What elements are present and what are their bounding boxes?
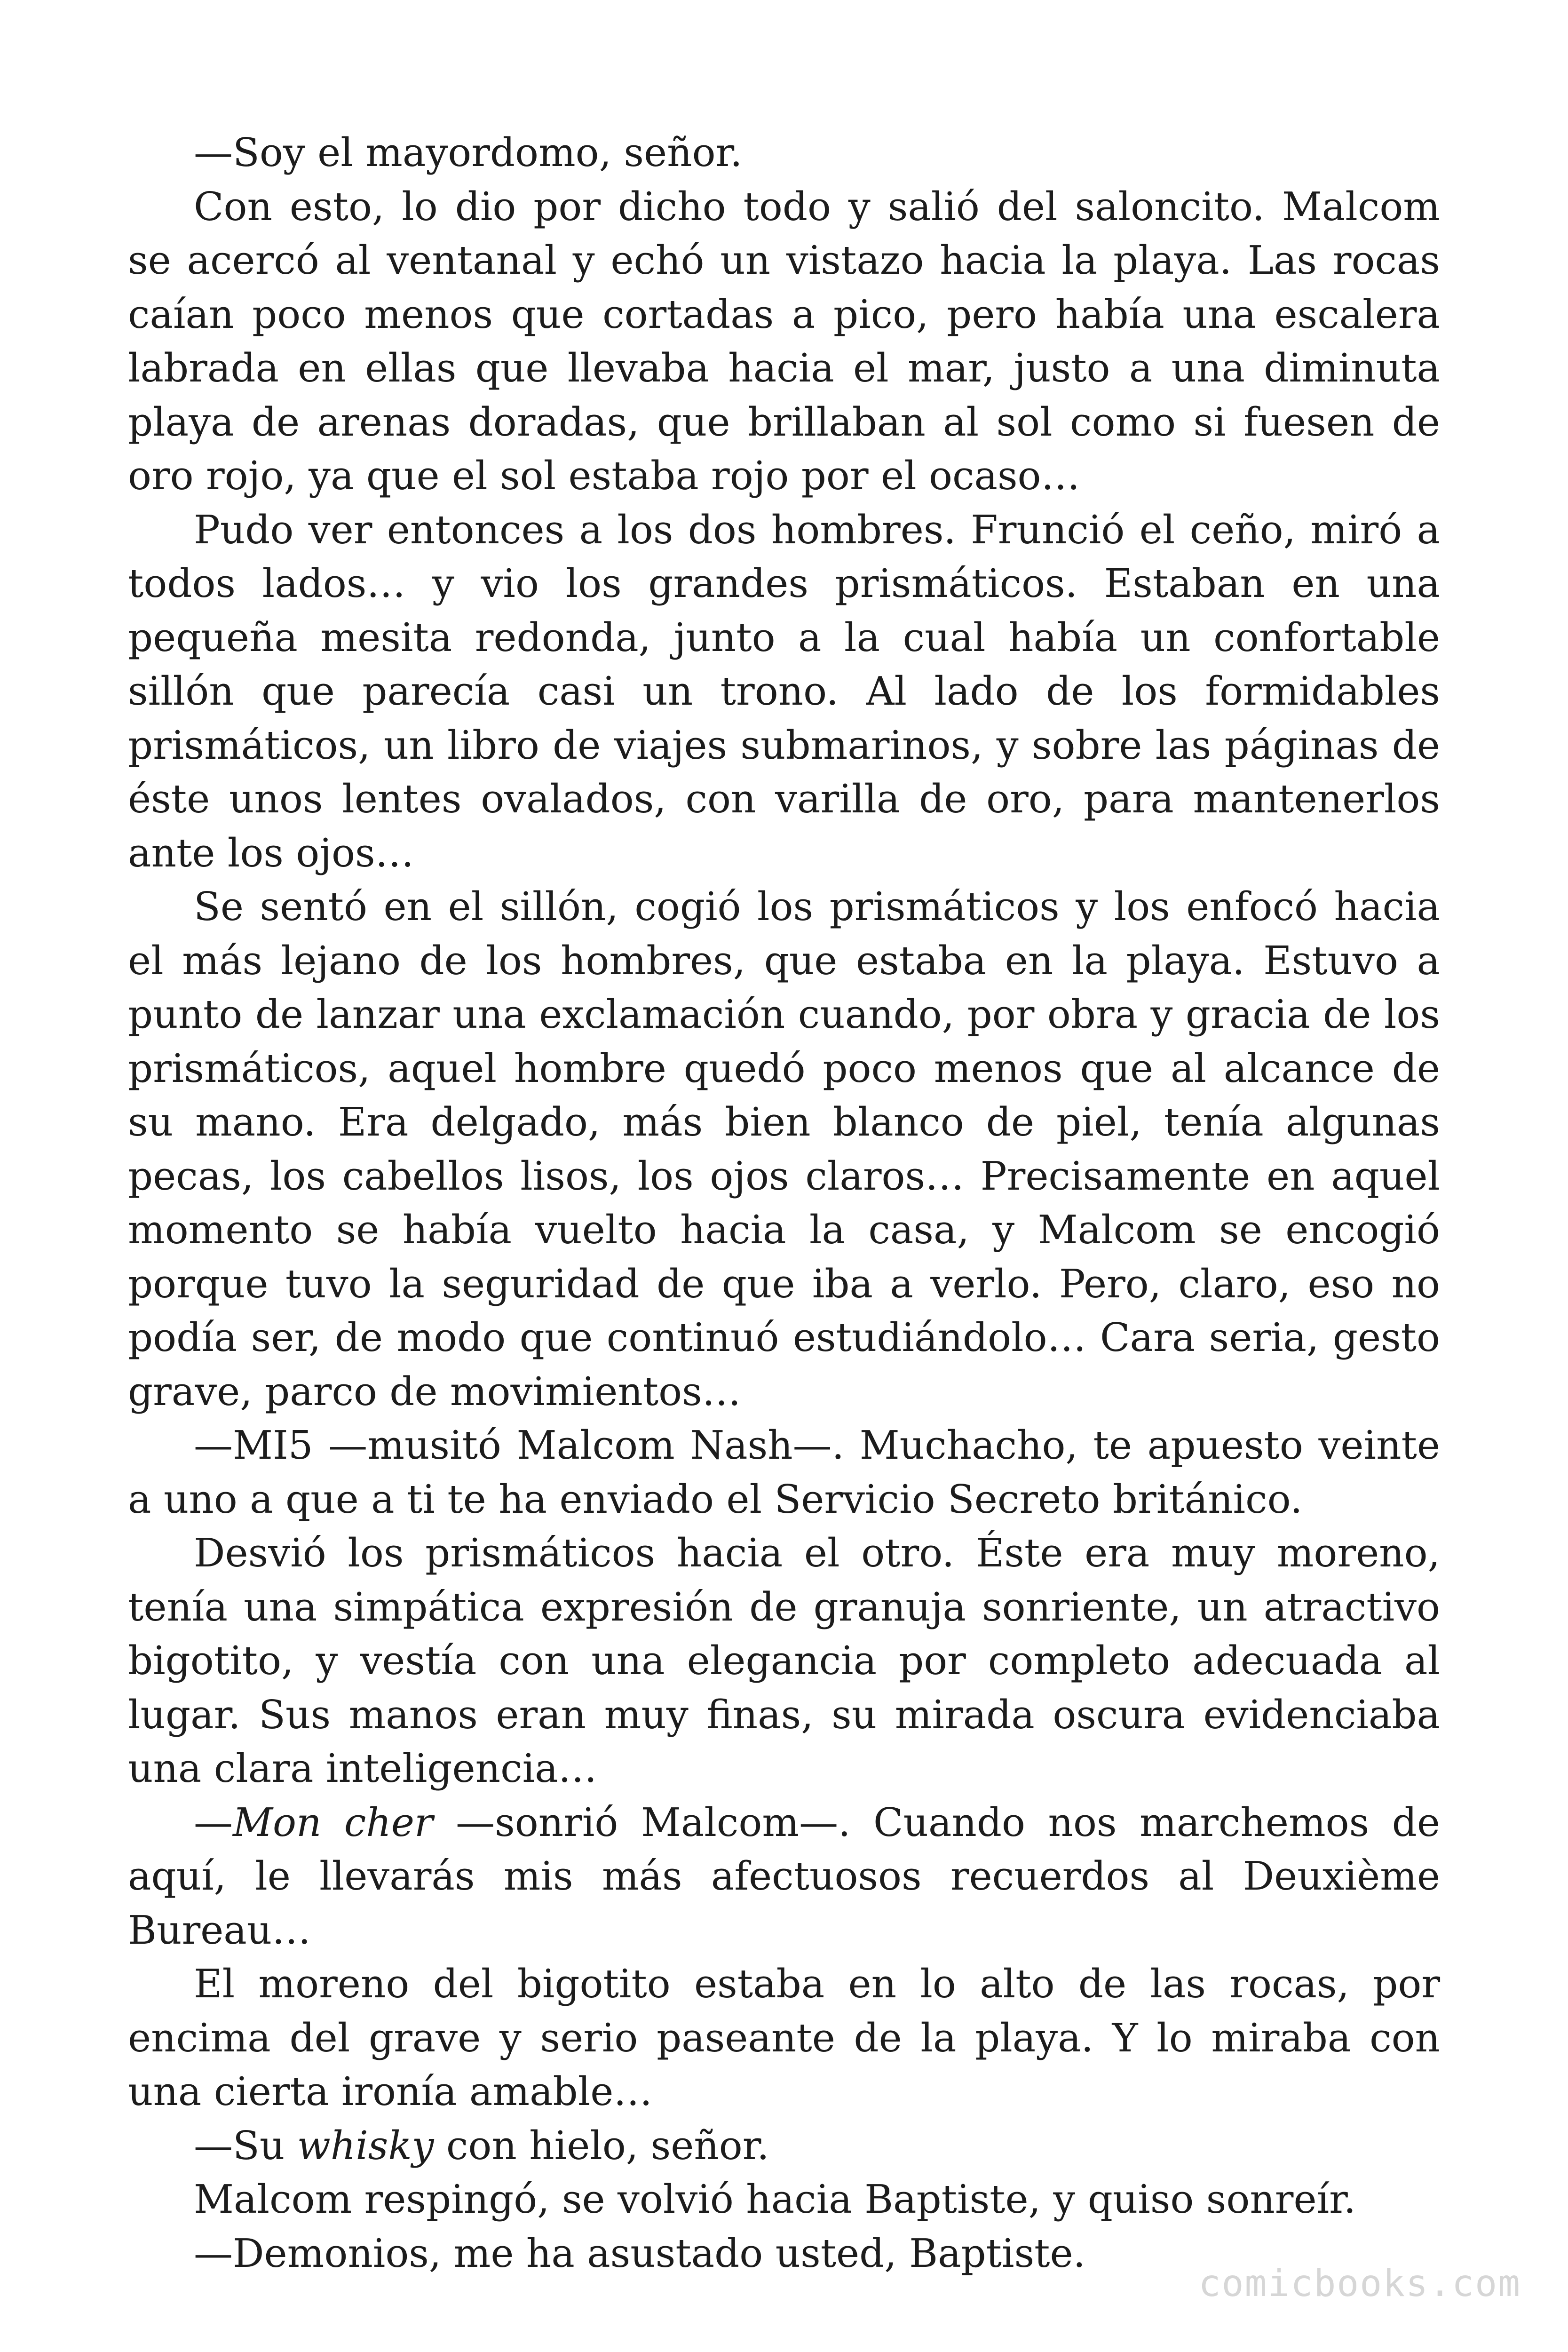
italic-text: whisky — [297, 2122, 434, 2169]
paragraph — [128, 1796, 1440, 1958]
paragraph — [128, 1526, 1440, 1796]
paragraph — [128, 1957, 1440, 2119]
text-run: Pudo ver entonces a los dos hombres. Frunció el ceño, miró a todos lados… y vio los grandes prismáticos. Estaban en una pequeña mesita redonda, junto a la cual había un confortable sillón que parecía casi un trono. Al lado de los formidables prismáticos, un libro de viajes submarinos, y sobre las páginas de éste unos lentes ovalados, con varilla de oro, para mantenerlos ante los ojos… — [128, 507, 1440, 876]
italic-text: Mon cher — [233, 1799, 433, 1845]
book-page-text — [128, 126, 1440, 2280]
paragraph — [128, 126, 1440, 180]
text-run: — — [194, 1799, 233, 1845]
paragraph — [128, 503, 1440, 881]
text-run: con hielo, señor. — [434, 2122, 769, 2169]
paragraph — [128, 2173, 1440, 2227]
paragraph — [128, 2119, 1440, 2173]
paragraph — [128, 180, 1440, 503]
text-run: —Su — [194, 2122, 297, 2169]
text-run: Desvió los prismáticos hacia el otro. Éste era muy moreno, tenía una simpática expresión de granuja sonriente, un atractivo bigotito, y vestía con una elegancia por completo adecuada al lugar. Sus manos eran muy finas, su mirada oscura evidenciaba una clara inteligencia… — [128, 1530, 1440, 1791]
text-run: —MI5 —musitó Malcom Nash—. Muchacho, te apuesto veinte a uno a que a ti te ha enviado el Servicio Secreto británico. — [128, 1422, 1440, 1522]
text-run: El moreno del bigotito estaba en lo alto de las rocas, por encima del grave y serio paseante de la playa. Y lo miraba con una cierta ironía amable… — [128, 1961, 1440, 2114]
site-watermark: comicbooks.com — [1198, 2263, 1521, 2305]
text-run: —sonrió Malcom—. Cuando nos marchemos de aquí, le llevarás mis más afectuosos recuerdos al Deuxième Bureau… — [128, 1799, 1440, 1953]
text-run: Con esto, lo dio por dicho todo y salió del saloncito. Malcom se acercó al ventanal y echó un vistazo hacia la playa. Las rocas caían poco menos que cortadas a pico, pero había una escalera labrada en ellas que llevaba hacia el mar, justo a una diminuta playa de arenas doradas, que brillaban al sol como si fuesen de oro rojo, ya que el sol estaba rojo por el ocaso… — [128, 183, 1440, 499]
paragraph — [128, 880, 1440, 1419]
text-run: —Demonios, me ha asustado usted, Baptiste. — [194, 2230, 1086, 2276]
text-run: —Soy el mayordomo, señor. — [194, 130, 743, 175]
text-run: Malcom respingó, se volvió hacia Baptiste, y quiso sonreír. — [194, 2177, 1356, 2222]
text-run: Se sentó en el sillón, cogió los prismáticos y los enfocó hacia el más lejano de los hombres, que estaba en la playa. Estuvo a punto de lanzar una exclamación cuando, por obra y gracia de los prismáticos, aquel hombre quedó poco menos que al alcance de su mano. Era delgado, más bien blanco de piel, tenía algunas pecas, los cabellos lisos, los ojos claros… Precisamente en aquel momento se había vuelto hacia la casa, y Malcom se encogió porque tuvo la seguridad de que iba a verlo. Pero, claro, eso no podía ser, de modo que continuó estudiándolo… Cara seria, gesto grave, parco de movimientos… — [128, 884, 1440, 1414]
paragraph — [128, 1419, 1440, 1526]
